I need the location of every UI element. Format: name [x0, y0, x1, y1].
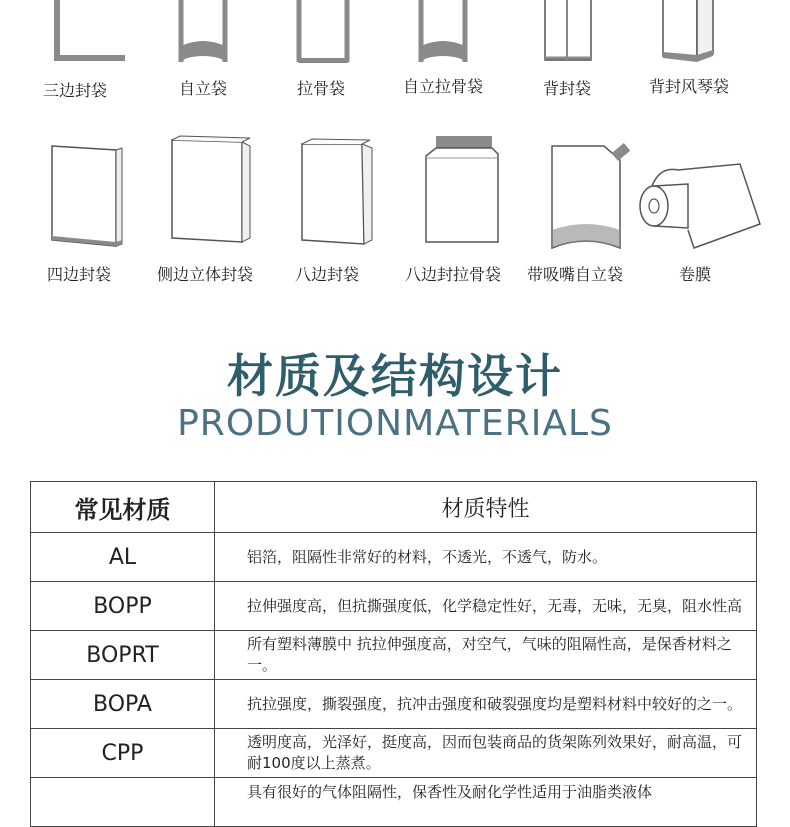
bag-label: 侧边立体封袋: [156, 265, 253, 284]
side-gusset-bag-icon: [150, 134, 260, 246]
bag-label: 四边封袋: [46, 265, 111, 284]
table-row: [31, 680, 757, 729]
section-title: 材质及结构设计: [227, 349, 563, 403]
stand-up-pouch-icon: [153, 0, 253, 68]
bag-item: [510, 138, 640, 284]
material-name: BOPP: [31, 582, 215, 631]
bag-item: [256, 0, 386, 98]
header-properties: 材质特性: [215, 482, 757, 533]
material-name: BOPA: [31, 680, 215, 729]
table-row: [31, 778, 757, 827]
material-desc: 铝箔，阻隔性非常好的材料，不透光，不透气，防水。: [215, 533, 757, 582]
table-row: [31, 533, 757, 582]
bag-item: [630, 150, 760, 284]
section-subtitle: PRODUTIONMATERIALS: [177, 403, 613, 444]
table-row: [31, 582, 757, 631]
bag-item: [140, 134, 270, 284]
bag-label: 三边封袋: [42, 81, 107, 100]
bag-item: [378, 0, 508, 96]
four-side-seal-bag-icon: [24, 140, 134, 250]
roll-film-icon: [630, 150, 770, 250]
table-row: [31, 729, 757, 778]
material-desc: 透明度高，光泽好，挺度高，因而包装商品的货架陈列效果好，耐高温，可耐100度以上蒸煮。: [215, 729, 757, 778]
bag-item: [624, 0, 754, 96]
back-seal-bag-icon: [517, 0, 617, 68]
bag-label: 八边封拉骨袋: [404, 265, 501, 284]
bag-label: 拉骨袋: [296, 79, 345, 98]
material-name: AL: [31, 533, 215, 582]
bag-label: 带吸嘴自立袋: [526, 265, 623, 284]
bag-item: [14, 140, 144, 284]
bag-label: 背封风琴袋: [648, 77, 729, 96]
stand-up-zipper-bag-icon: [393, 0, 493, 68]
material-name: CPP: [31, 729, 215, 778]
material-desc: 抗拉强度，撕裂强度，抗冲击强度和破裂强度均是塑料材料中较好的之一。: [215, 680, 757, 729]
table-row: [31, 631, 757, 680]
three-side-seal-bag-icon: [25, 0, 125, 65]
spout-pouch-icon: [520, 138, 630, 250]
bag-item: [262, 136, 392, 284]
bag-item: [138, 0, 268, 98]
material-desc: 拉伸强度高，但抗撕强度低，化学稳定性好，无毒，无味，无臭，阻水性高: [215, 582, 757, 631]
bag-label: 背封袋: [542, 79, 591, 98]
bag-types-grid: [0, 0, 790, 300]
bag-item: [502, 0, 632, 98]
bag-label: 自立袋: [178, 79, 227, 98]
material-name: [31, 778, 215, 827]
material-name: BOPRT: [31, 631, 215, 680]
bag-item: [10, 0, 140, 100]
bag-item: [388, 134, 518, 284]
bag-label: 八边封袋: [294, 265, 359, 284]
eight-side-seal-bag-icon: [272, 136, 382, 248]
back-seal-gusset-bag-icon: [639, 0, 739, 68]
bag-label: 卷膜: [678, 265, 711, 284]
materials-table: [30, 481, 757, 827]
zipper-bag-icon: [271, 0, 371, 68]
material-desc: 具有很好的气体阻隔性，保香性及耐化学性适用于油脂类液体: [215, 778, 757, 827]
header-material: 常见材质: [31, 482, 215, 533]
eight-side-zipper-bag-icon: [398, 134, 508, 248]
material-desc: 所有塑料薄膜中 抗拉伸强度高，对空气，气味的阻隔性高，是保香材料之一。: [215, 631, 757, 680]
table-header-row: [31, 482, 757, 533]
bag-label: 自立拉骨袋: [402, 77, 483, 96]
